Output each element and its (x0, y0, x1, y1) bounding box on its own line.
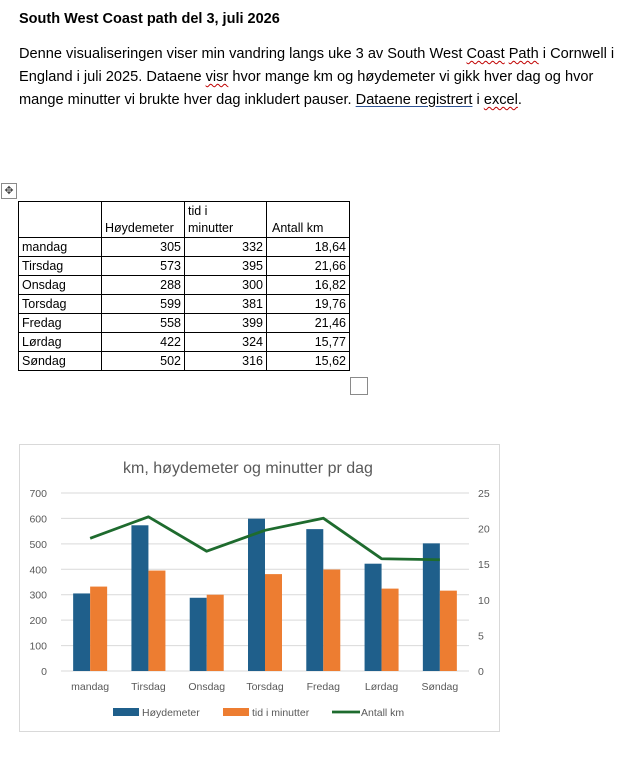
table-row (19, 352, 350, 371)
bar-hoydemeter (423, 543, 440, 671)
table-resize-handle[interactable] (350, 377, 368, 395)
table-row (19, 276, 350, 295)
cell-day: mandag (19, 238, 102, 257)
bar-hoydemeter (190, 598, 207, 671)
cell-km: 15,77 (267, 333, 350, 352)
combo-chart (20, 445, 501, 733)
x-tick-label: Fredag (306, 681, 340, 693)
cell-day: Søndag (19, 352, 102, 371)
cell-km: 21,46 (267, 314, 350, 333)
bar-hoydemeter (365, 564, 382, 671)
cell-km: 19,76 (267, 295, 350, 314)
bar-hoydemeter (248, 519, 265, 671)
intro-paragraph: Denne visualiseringen viser min vandring langs uke 3 av South West Coast Path i Cornwell i England i juli 2025. Dataene visr hvor mange km og høydemeter vi gikk hver dag og hvor mange minutter vi brukte hver dag inkludert pauser. Dataene registrert i excel. (19, 46, 615, 108)
document-title: South West Coast path del 3, juli 2026 (19, 11, 280, 27)
bar-tid (265, 574, 282, 671)
para-word-coast: Coast (466, 46, 505, 62)
y-left-tick-label: 100 (29, 640, 47, 653)
para-word-excel: excel (483, 92, 518, 108)
data-table (18, 201, 350, 371)
header-empty (19, 202, 102, 238)
cell-hoydemeter: 288 (102, 276, 185, 295)
cell-hoydemeter: 573 (102, 257, 185, 276)
cell-tid: 324 (185, 333, 267, 352)
cell-day: Onsdag (19, 276, 102, 295)
bar-hoydemeter (73, 593, 90, 671)
x-tick-label: Lørdag (364, 681, 399, 693)
data-link[interactable]: Dataene registrert (355, 92, 473, 108)
bar-tid (440, 591, 457, 671)
chart-title: km, høydemeter og minutter pr dag (123, 460, 373, 477)
chart-container[interactable] (19, 444, 500, 732)
cell-tid: 300 (185, 276, 267, 295)
bar-tid (148, 571, 165, 671)
para-text-3: hvor mange km og høydemeter vi gikk hver dag og hvor mange minutter vi brukte hver dag inkludert pauser. (19, 69, 594, 108)
y-right-tick-label: 5 (478, 630, 484, 643)
y-left-tick-label: 600 (29, 513, 47, 526)
para-text-2: i Cornwell i England i juli 2025. Dataene (19, 46, 615, 85)
bar-hoydemeter (306, 529, 323, 671)
y-left-tick-label: 500 (29, 538, 47, 551)
y-left-tick-label: 700 (29, 488, 47, 500)
legend-swatch-0 (113, 708, 139, 716)
cell-hoydemeter: 305 (102, 238, 185, 257)
table-row (19, 238, 350, 257)
bar-tid (382, 589, 399, 671)
cell-day: Fredag (19, 314, 102, 333)
y-right-tick-label: 10 (478, 594, 490, 607)
x-tick-label: Torsdag (246, 681, 284, 693)
cell-tid: 381 (185, 295, 267, 314)
cell-km: 15,62 (267, 352, 350, 371)
header-km: Antall km (267, 202, 350, 238)
para-text-4: i (472, 92, 484, 108)
cell-hoydemeter: 599 (102, 295, 185, 314)
y-left-tick-label: 400 (29, 564, 47, 577)
cell-km: 16,82 (267, 276, 350, 295)
cell-tid: 395 (185, 257, 267, 276)
cell-hoydemeter: 558 (102, 314, 185, 333)
y-left-tick-label: 0 (41, 666, 47, 678)
table-row (19, 295, 350, 314)
cell-day: Tirsdag (19, 257, 102, 276)
x-tick-label: Søndag (421, 681, 459, 693)
y-left-tick-label: 300 (29, 589, 47, 602)
bar-hoydemeter (131, 525, 148, 671)
y-right-tick-label: 25 (478, 488, 490, 500)
para-word-path: Path (508, 46, 539, 62)
cell-hoydemeter: 502 (102, 352, 185, 371)
cell-tid: 399 (185, 314, 267, 333)
move-icon[interactable]: ✥ (1, 183, 17, 199)
y-right-tick-label: 20 (478, 523, 490, 536)
legend-label: Høydemeter (142, 707, 200, 719)
table-row (19, 333, 350, 352)
legend-label: Antall km (361, 707, 405, 719)
legend-swatch-1 (223, 708, 249, 716)
header-hoydemeter: Høydemeter (102, 202, 185, 238)
x-tick-label: Onsdag (188, 681, 226, 693)
cell-tid: 316 (185, 352, 267, 371)
cell-day: Torsdag (19, 295, 102, 314)
bar-tid (90, 587, 107, 671)
table-row (19, 257, 350, 276)
header-tid: tid i minutter (185, 202, 267, 238)
bar-tid (207, 595, 224, 671)
table-header-row (19, 202, 350, 238)
cell-km: 18,64 (267, 238, 350, 257)
x-tick-label: Tirsdag (131, 681, 166, 693)
para-word-visr: visr (205, 69, 229, 85)
cell-day: Lørdag (19, 333, 102, 352)
table-row (19, 314, 350, 333)
bar-tid (323, 570, 340, 671)
y-right-tick-label: 0 (478, 666, 484, 678)
para-text-1: Denne visualiseringen viser min vandring langs uke 3 av South West (19, 46, 467, 62)
legend-label: tid i minutter (252, 707, 310, 719)
x-tick-label: mandag (71, 681, 110, 693)
cell-hoydemeter: 422 (102, 333, 185, 352)
cell-tid: 332 (185, 238, 267, 257)
y-left-tick-label: 200 (29, 615, 47, 628)
cell-km: 21,66 (267, 257, 350, 276)
y-right-tick-label: 15 (478, 559, 490, 572)
